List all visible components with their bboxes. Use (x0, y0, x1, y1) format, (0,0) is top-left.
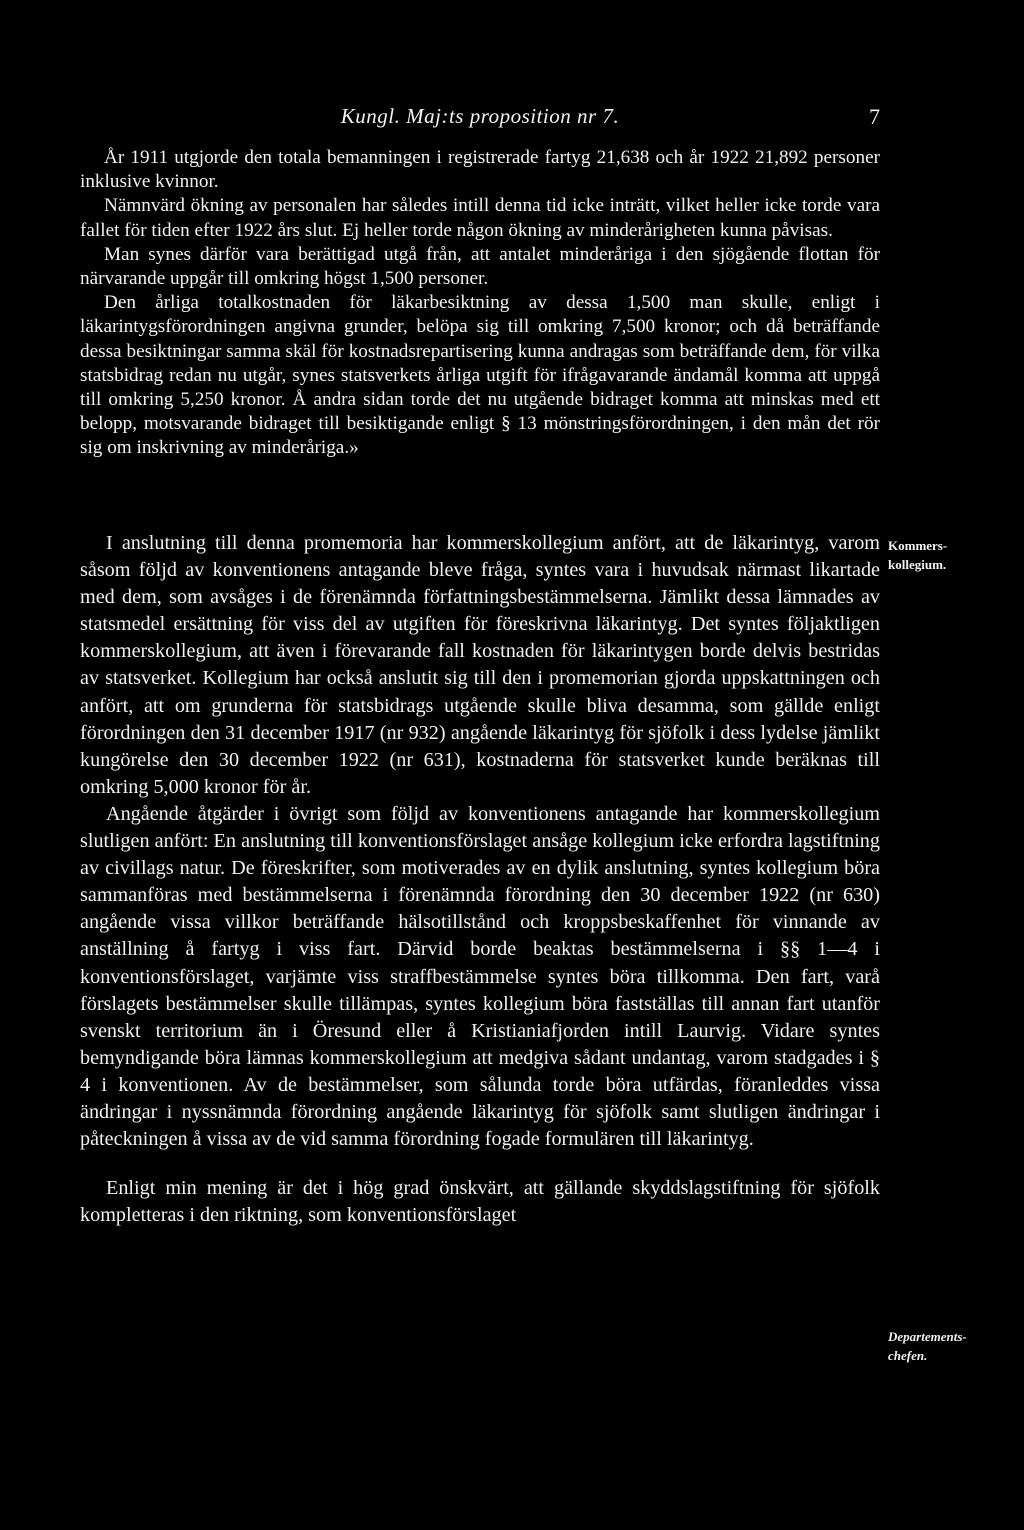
quote-paragraph: Man synes därför vara berättigad utgå från, att antalet minderåriga i den sjögående flottan för närvarande uppgår till omkring högst 1,500 personer. (80, 243, 880, 290)
margin-note-line: Departements- (888, 1329, 967, 1344)
page-header (80, 104, 880, 134)
body-paragraph: Enligt min mening är det i hög grad önskvärt, att gällande skyddslagstiftning för sjöfolk kompletteras i den riktning, som konventionsförslaget (80, 1177, 880, 1227)
margin-note-line: kollegium. (888, 557, 947, 572)
page-number: 7 (869, 104, 880, 129)
margin-note-departementschefen (888, 1327, 1024, 1365)
body-text (80, 530, 880, 1229)
quote-paragraph: Nämnvärd ökning av personalen har således intill denna tid icke inträtt, vilket heller icke torde vara fallet för tiden efter 1922 års slut. Ej heller torde någon ökning av minderårigheten kunna påvisas. (80, 195, 880, 241)
quote-paragraph: Den årliga totalkostnaden för läkarbesiktning av dessa 1,500 man skulle, enligt i läkarintygsförordningen angivna grunder, belöpa sig till omkring 7,500 kronor; och då beträffande dessa besiktningar samma skäl för kostnadsrepartisering kunna andragas som beträffande dem, för vilka statsbidrag redan nu utgår, synes statsverkets årliga utgift för ifrågavarande ändamål komma att uppgå till omkring 5,250 kronor. Å andra sidan torde det nu utgående bidraget komma att minskas med ett belopp, motsvarande bidraget till besiktigande enligt § 13 mönstringsförordningen, i den mån det rör sig om inskrivning av minderåriga.» (80, 292, 880, 459)
quoted-memorandum (80, 146, 880, 461)
body-paragraph: I anslutning till denna promemoria har kommerskollegium anfört, att de läkarintyg, varom såsom följd av konventionens antagande bleve fråga, syntes vara i huvudsak närmast likartade med dem, som avsåges i de förenämnda författningsbestämmelserna. Jämlikt dessa lämnades av statsmedel ersättning för viss del av utgiften för föreskrivna läkarintyg. Det syntes följaktligen kommerskollegium, att även i förevarande fall kostnaden för läkarintygen borde delvis bestridas av statsverket. Kollegium har också anslutit sig till den i promemorian gjorda uppskattningen och anfört, att om grunderna för statsbidrags utgående skulle bliva desamma, som gällde enligt förordningen den 31 december 1917 (nr 932) angående läkarintyg för sjöfolk i dess lydelse jämlikt kungörelse den 30 december 1922 (nr 631), kostnaderna för statsverket kunde beräknas till omkring 5,000 kronor för år. (80, 532, 880, 798)
margin-note-kommerskollegium (888, 536, 1024, 574)
margin-note-line: chefen. (888, 1348, 928, 1363)
body-paragraph: Angående åtgärder i övrigt som följd av konventionens antagande har kommerskollegium slutligen anfört: En anslutning till konventionsförslaget ansåge kollegium icke erfordra lagstiftning av civillags natur. De föreskrifter, som motiverades av en dylik anslutning, syntes kollegium böra sammanföras med bestämmelserna i förenämnda förordning den 30 december 1922 (nr 630) angående vissa villkor beträffande hälsotillstånd och kroppsbeskaffenhet för vinnande av anställning å fartyg i viss fart. Därvid borde beaktas bestämmelserna i §§ 1—4 i konventionsförslaget, varjämte viss straffbestämmelse syntes böra tillkomma. Den fart, varå förslagets bestämmelser skulle tillämpas, syntes kollegium böra fastställas till annan fart utanför svenskt territorium än i Öresund eller å Kristianiafjorden intill Laurvig. Vidare syntes bemyndigande böra lämnas kommerskollegium att medgiva sådant undantag, varom stadgades i § 4 i konventionen. Av de bestämmelser, som sålunda torde böra utfärdas, föranleddes vissa ändringar i nyssnämnda förordning angående läkarintyg för sjöfolk samt slutligen ändringar i påteckningen å vissa av de vid samma förordning fogade formulären till läkarintyg. (80, 802, 880, 1151)
quote-paragraph: År 1911 utgjorde den totala bemanningen i registrerade fartyg 21,638 och år 1922 21,892 personer inklusive kvinnor. (80, 147, 880, 193)
margin-note-line: Kommers- (888, 538, 948, 553)
running-head: Kungl. Maj:ts proposition nr 7. (340, 104, 620, 128)
